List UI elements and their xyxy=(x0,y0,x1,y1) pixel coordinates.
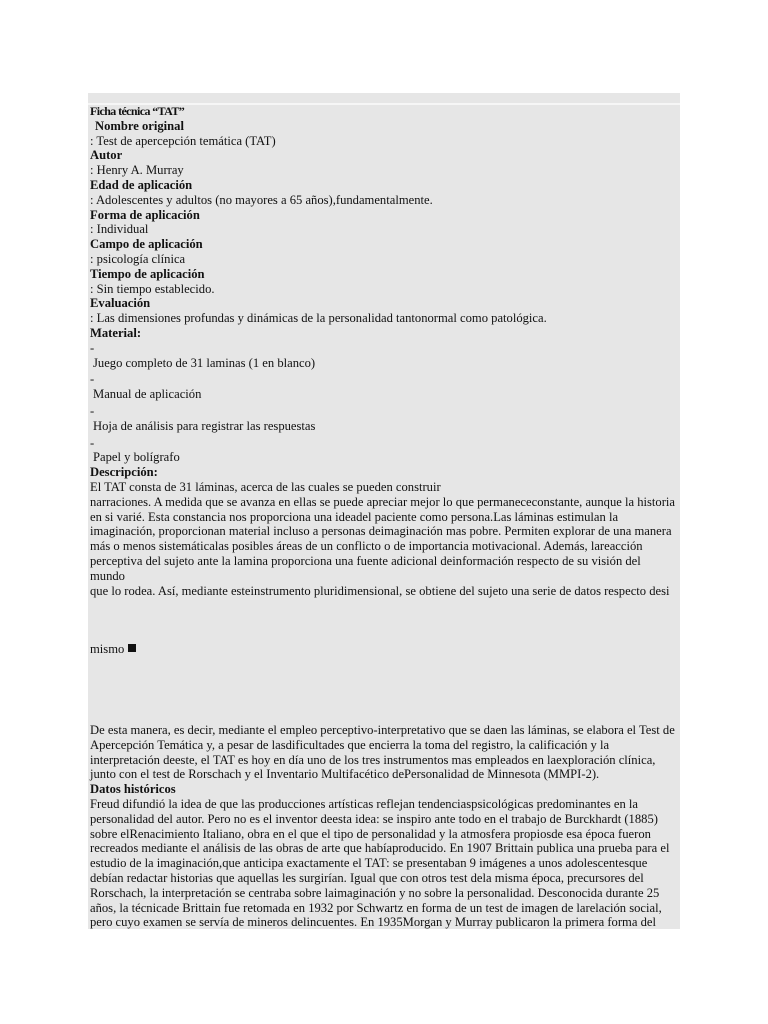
text-line: El TAT consta de 31 láminas, acerca de las cuales se pueden construir xyxy=(90,479,441,494)
field-label-edad: Edad de aplicación xyxy=(90,177,193,192)
text-line: Rorschach, la interpretación se centraba sobre laimaginación y no sobre la personalidad. Desconocida durante 25 xyxy=(90,885,660,900)
text-line: años, la técnicade Brittain fue retomada en 1932 por Schwartz en forma de un test de imagen de larelación social, xyxy=(90,900,662,915)
text-line: pero cuyo examen se servía de mineros delincuentes. En 1935Morgan y Murray publicaron la primera forma del xyxy=(90,915,656,930)
descripcion-paragraph-2 xyxy=(90,723,678,782)
text-line: que lo rodea. Así, mediante esteinstrumento pluridimensional, se obtiene del sujeto una serie de datos respecto desi xyxy=(90,583,670,598)
text-line: más o menos sistemáticalas posibles áreas de un conflicto o de importancia motivacional. Además, lareacción xyxy=(90,539,643,554)
field-value-edad: : Adolescentes y adultos (no mayores a 65 años),fundamentalmente. xyxy=(90,192,433,207)
text-line: Apercepción Temática y, a pesar de lasdificultades que encierra la toma del registro, la calificación y la xyxy=(90,737,610,752)
material-dash: - xyxy=(90,435,95,450)
material-item: Juego completo de 31 laminas (1 en blanco) xyxy=(93,355,316,370)
text-line: Freud difundió la idea de que las producciones artísticas reflejan tendenciaspsicológicas predominantes en la xyxy=(90,797,638,812)
field-label-nombre-original: Nombre original xyxy=(95,118,184,133)
descripcion-heading: Descripción: xyxy=(90,465,158,480)
text-line: interpretación deeste, el TAT es hoy en día uno de los tres instrumentos mas empleados en laexploración clínica, xyxy=(90,752,656,767)
material-dash: - xyxy=(90,340,95,355)
text-line: De esta manera, es decir, mediante el empleo perceptivo-interpretativo que se daen las láminas, se elabora el Test de xyxy=(90,723,675,738)
field-label-campo: Campo de aplicación xyxy=(90,237,203,252)
text-line: junto con el test de Rorschach y el Inventario Multifacético dePersonalidad de Minnesota (MMPI-2). xyxy=(90,767,600,782)
text-line: perceptiva del sujeto ante la lamina proporciona una fuente adicional deinformación respecto de su visión del mundo xyxy=(90,553,641,583)
text-line: recreados mediante el análisis de las obras de arte que habíaproducido. En 1907 Brittain publica una prueba para el xyxy=(90,841,670,856)
field-label-forma: Forma de aplicación xyxy=(90,207,200,222)
field-label-tiempo: Tiempo de aplicación xyxy=(90,266,205,281)
black-square-icon xyxy=(128,644,136,652)
descripcion-paragraph-1 xyxy=(90,480,678,598)
mismo-text: mismo xyxy=(90,642,125,657)
text-line: sobre elRenacimiento Italiano, obra en el que el tipo de personalidad y la atmosfera propiosde esa época fueron xyxy=(90,826,651,841)
document-content xyxy=(90,104,678,930)
text-line: imaginación, proporcionan material incluso a personas deimaginación mas pobre. Permiten explorar de una manera xyxy=(90,524,672,539)
field-value-autor: : Henry A. Murray xyxy=(90,163,184,178)
material-dash: - xyxy=(90,372,95,387)
field-value-campo: : psicología clínica xyxy=(90,251,186,266)
datos-historicos-paragraph xyxy=(90,797,678,930)
material-item: Manual de aplicación xyxy=(93,387,202,402)
text-line: debían redactar historias que aquellas les surgirían. Igual que con otros test dela misma época, precursores del xyxy=(90,871,644,886)
material-dash: - xyxy=(90,403,95,418)
text-line: personalidad del autor. Pero no es el inventor deesta idea: se inspiro ante todo en el trabajo de Burckhardt (1885) xyxy=(90,811,658,826)
field-label-evaluacion: Evaluación xyxy=(90,296,151,311)
document-title: Ficha técnica “TAT” xyxy=(90,104,185,118)
material-item: Papel y bolígrafo xyxy=(93,450,180,465)
text-line: narraciones. A medida que se avanza en ellas se puede apreciar mejor lo que permanececonstante, aunque la historia xyxy=(90,494,675,509)
material-heading: Material: xyxy=(90,325,142,340)
field-value-nombre-original: : Test de apercepción temática (TAT) xyxy=(90,133,276,148)
document-page xyxy=(88,93,680,929)
field-label-autor: Autor xyxy=(90,148,123,163)
mismo-line xyxy=(90,642,678,657)
field-value-forma: : Individual xyxy=(90,222,149,237)
field-value-evaluacion: : Las dimensiones profundas y dinámicas de la personalidad tantonormal como patológica. xyxy=(90,311,547,326)
page-top-band xyxy=(88,93,680,103)
material-item: Hoja de análisis para registrar las respuestas xyxy=(93,418,316,433)
text-line: estudio de la imaginación,que anticipa exactamente el TAT: se presentaban 9 imágenes a unos adolescentesque xyxy=(90,856,648,871)
field-value-tiempo: : Sin tiempo establecido. xyxy=(90,281,215,296)
text-line: en si varié. Esta constancia nos proporciona una ideadel paciente como persona.Las láminas estimulan la xyxy=(90,509,619,524)
datos-historicos-heading: Datos históricos xyxy=(90,782,176,797)
